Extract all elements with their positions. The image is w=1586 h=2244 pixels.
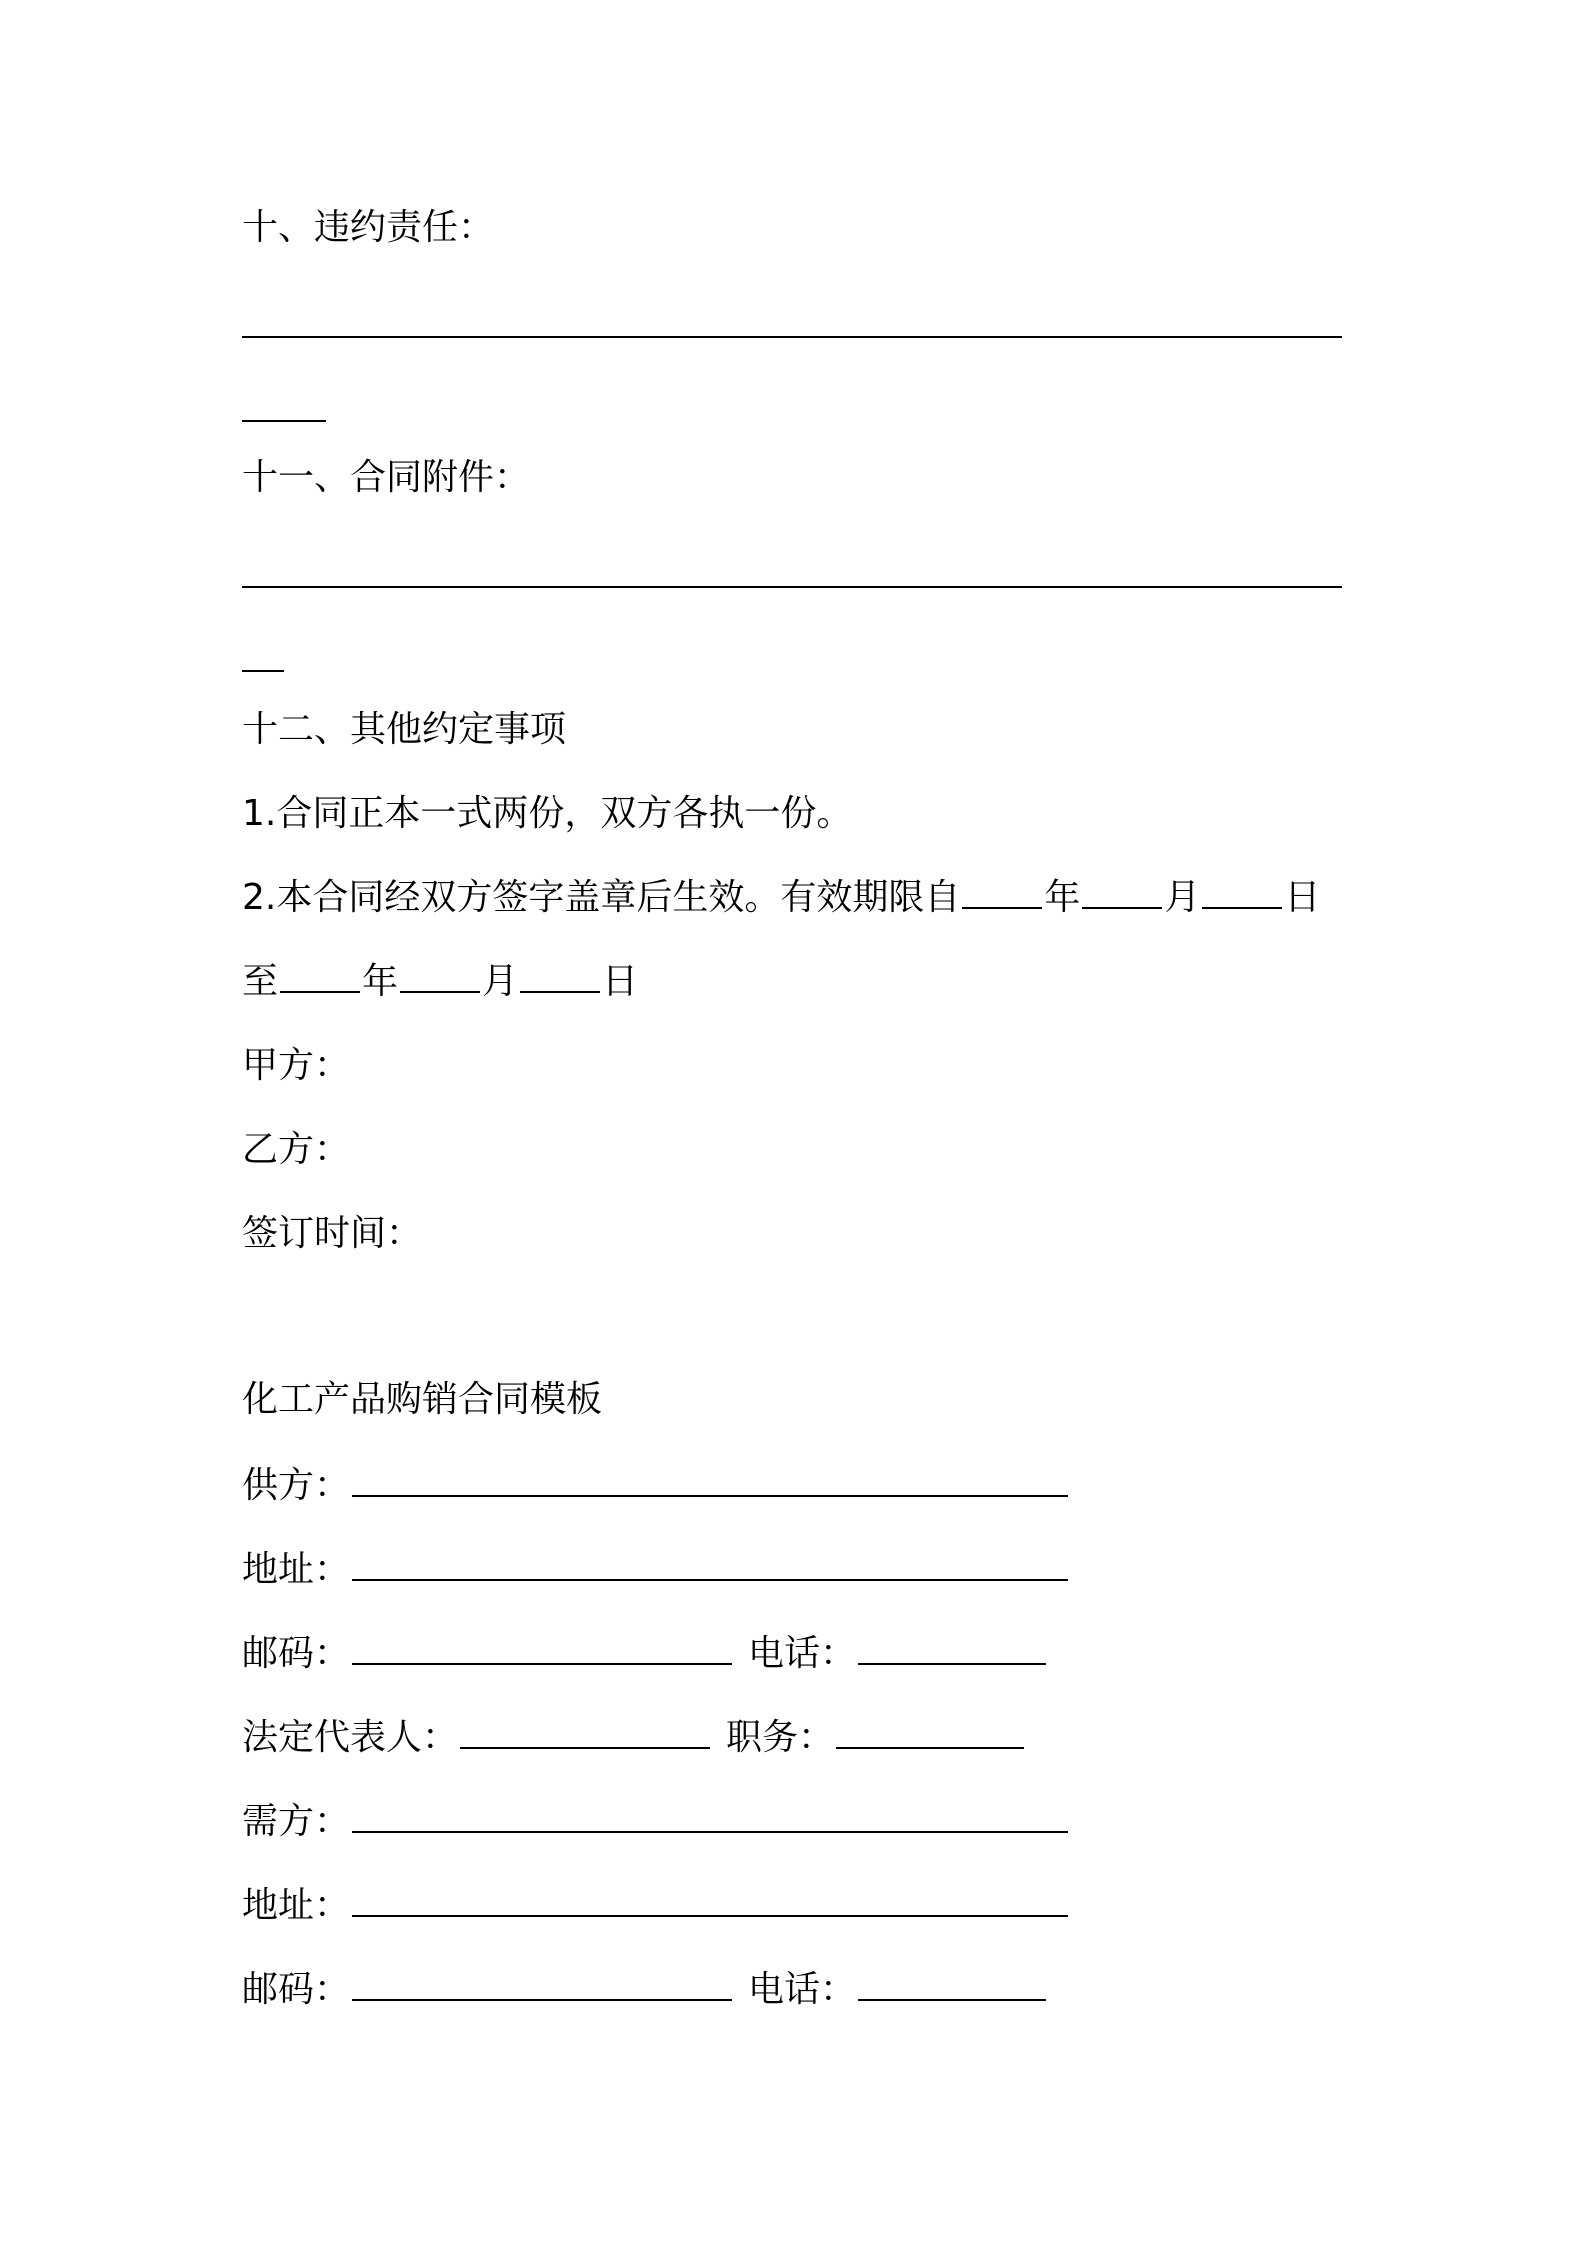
end-day-field[interactable] xyxy=(520,961,600,993)
supplier-label: 供方： xyxy=(242,1465,351,1506)
address2-label: 地址： xyxy=(242,1885,351,1926)
address2-row xyxy=(242,1884,1070,1928)
end-day-label: 日 xyxy=(602,961,639,1002)
section-10-heading: 十、违约责任： xyxy=(242,207,495,248)
postcode-phone-row xyxy=(242,1632,1048,1676)
until-label: 至 xyxy=(242,961,279,1002)
validity-text: 2.本合同经双方签字盖章后生效。有效期限自 xyxy=(242,877,961,918)
position-label: 职务： xyxy=(726,1717,835,1758)
end-month-field[interactable] xyxy=(400,961,480,993)
section-12-item-2 xyxy=(242,876,1320,920)
postcode2-field[interactable] xyxy=(352,1969,732,2001)
address2-field[interactable] xyxy=(352,1885,1068,1917)
buyer-field[interactable] xyxy=(352,1801,1068,1833)
phone-label: 电话： xyxy=(748,1633,857,1674)
section-11-heading: 十一、合同附件： xyxy=(242,457,531,498)
supplier-field[interactable] xyxy=(352,1465,1068,1497)
buyer-label: 需方： xyxy=(242,1801,351,1842)
template-title: 化工产品购销合同模板 xyxy=(242,1379,603,1420)
section-12-item-1: 1.合同正本一式两份，双方各执一份。 xyxy=(242,793,853,834)
start-day-label: 日 xyxy=(1284,877,1321,918)
position-field[interactable] xyxy=(836,1717,1024,1749)
end-year-label: 年 xyxy=(362,961,399,1002)
start-month-field[interactable] xyxy=(1082,877,1162,909)
postcode2-phone2-row xyxy=(242,1968,1048,2012)
legal-rep-row xyxy=(242,1716,1026,1760)
legal-rep-label: 法定代表人： xyxy=(242,1717,459,1758)
party-a-label: 甲方： xyxy=(242,1045,351,1086)
start-month-label: 月 xyxy=(1164,877,1201,918)
start-year-field[interactable] xyxy=(962,877,1042,909)
end-year-field[interactable] xyxy=(280,961,360,993)
section-11-blank-line-2 xyxy=(242,670,284,672)
phone2-label: 电话： xyxy=(748,1969,857,2010)
supplier-row xyxy=(242,1464,1070,1508)
address-row xyxy=(242,1548,1070,1592)
section-11-blank-line-1 xyxy=(242,586,1342,588)
section-12-item-2-end xyxy=(242,960,638,1004)
start-day-field[interactable] xyxy=(1202,877,1282,909)
buyer-row xyxy=(242,1800,1070,1844)
start-year-label: 年 xyxy=(1044,877,1081,918)
postcode-field[interactable] xyxy=(352,1633,732,1665)
phone-field[interactable] xyxy=(858,1633,1046,1665)
phone2-field[interactable] xyxy=(858,1969,1046,2001)
postcode-label: 邮码： xyxy=(242,1633,351,1674)
party-b-label: 乙方： xyxy=(242,1129,351,1170)
postcode2-label: 邮码： xyxy=(242,1969,351,2010)
sign-time-label: 签订时间： xyxy=(242,1213,423,1254)
section-10-blank-line-1 xyxy=(242,336,1342,338)
section-12-heading: 十二、其他约定事项 xyxy=(242,709,567,750)
address-field[interactable] xyxy=(352,1549,1068,1581)
end-month-label: 月 xyxy=(482,961,519,1002)
address-label: 地址： xyxy=(242,1549,351,1590)
section-10-blank-line-2 xyxy=(242,420,326,422)
legal-rep-field[interactable] xyxy=(460,1717,710,1749)
